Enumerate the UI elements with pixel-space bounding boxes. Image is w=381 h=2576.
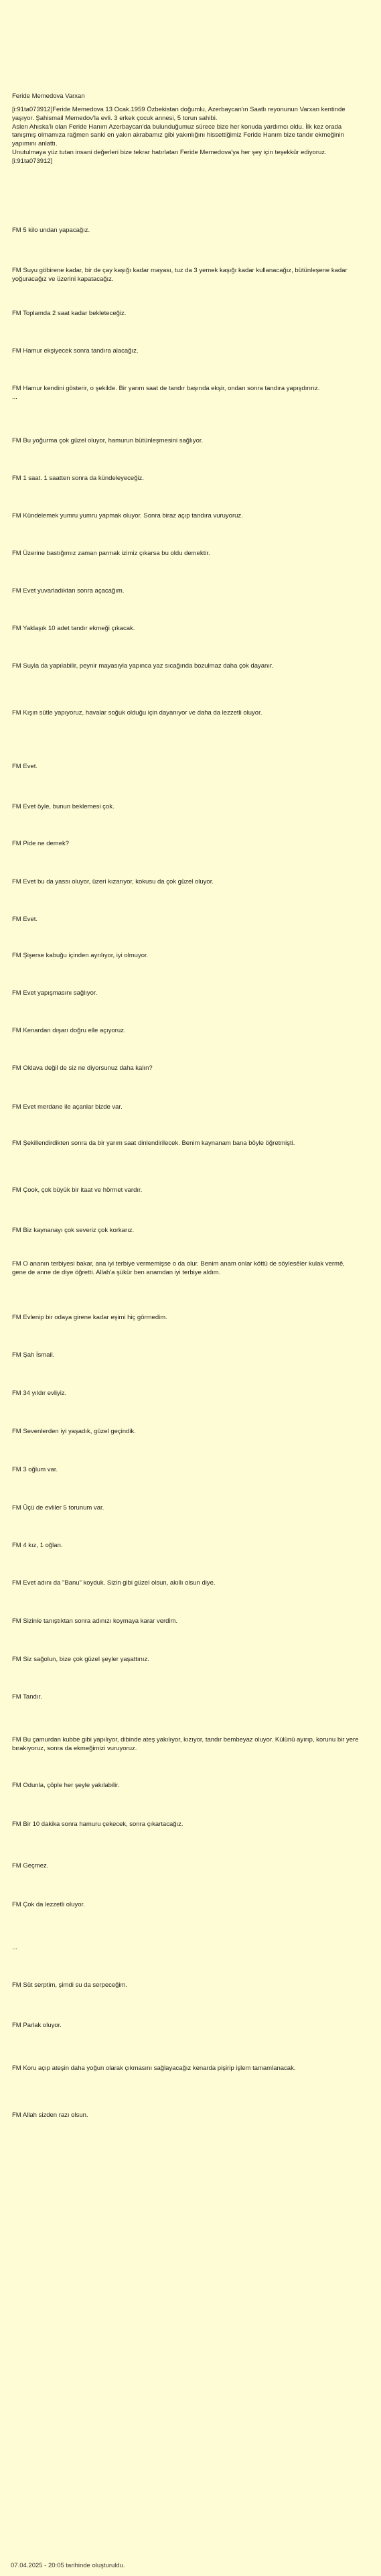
transcript-paragraph: FM 4 kız, 1 oğlan.	[12, 1542, 63, 1549]
transcript-paragraph: FM Bir 10 dakika sonra hamuru çekecek, sonra çıkartacağız.	[12, 1821, 183, 1828]
transcript-paragraph: FM Toplamda 2 saat kadar bekleteceğiz.	[12, 310, 127, 317]
transcript-paragraph: FM Pide ne demek?	[12, 840, 70, 847]
transcript-paragraph: FM Kündelemek yumru yumru yapmak oluyor. Sonra biraz açıp tandıra vuruyoruz.	[12, 512, 243, 519]
transcript-paragraph: FM Bu yoğurma çok güzel oluyor, hamurun bütünleşmesini sağlıyor.	[12, 437, 204, 444]
transcript-paragraph: FM 34 yıldır evliyiz.	[12, 1390, 67, 1397]
document-title: Feride Memedova Varxan	[12, 93, 85, 100]
transcript-paragraph: FM Çok da lezzetli oluyor.	[12, 1901, 85, 1908]
transcript-paragraph: FM Süt serptim, şimdi su da serpeceğim.	[12, 1981, 128, 1989]
transcript-paragraph: FM Kenardan dışarı doğru elle açıyoruz.	[12, 1027, 126, 1034]
transcript-paragraph: FM Bu çamurdan kubbe gibi yapılıyor, dibinde ateş yakılıyor, kızıyor, tandır bembeyaz oluyor. Külünü ayırıp, korunu bir yere bırakıyoruz, sonra da ekmeğimizi vuruyoruz.	[12, 1736, 359, 1752]
transcript-paragraph: FM Tandır.	[12, 1693, 42, 1701]
transcript-paragraph: FM O ananın terbiyesi bakar, ana iyi terbiye vermemişse o da olur. Benim anam onlar köttü de söylesêler kulak vermê, gene de anne de diye öğretti. Allah'a şükür ben anamdan iyi terbiye aldım.	[12, 1260, 345, 1276]
footer-timestamp: 07.04.2025 - 20:05 tarihinde oluşturuldu.	[11, 2562, 125, 2569]
transcript-paragraph: FM 5 kilo undan yapacağız.	[12, 227, 90, 234]
transcript-paragraph: ...	[12, 1944, 17, 1951]
transcript-paragraph: FM Şekillendirdikten sonra da bir yarım saat dinlendirilecek. Benim kaynanam bana böyle öğretmişti.	[12, 1140, 295, 1147]
transcript-paragraph: FM Siz sağolun, bize çok güzel şeyler yaşattınız.	[12, 1656, 149, 1663]
transcript-paragraph: FM Evlenip bir odaya girene kadar eşimi hiç görmedim.	[12, 1314, 167, 1321]
transcript-paragraph: FM Odunla, çöple her şeyle yakılabilir.	[12, 1782, 120, 1789]
transcript-paragraph: FM Parlak oluyor.	[12, 2022, 62, 2029]
transcript-paragraph: FM Oklava değil de siz ne diyorsunuz daha kalın?	[12, 1064, 153, 1072]
transcript-paragraph: FM Hamur kendini gösterir, o şekilde. Bir yarım saat de tandır başında ekşir, ondan sonra tandıra yapışdırırız. ...	[12, 385, 320, 401]
transcript-paragraph: FM Evet yapışmasını sağlıyor.	[12, 989, 98, 997]
transcript-paragraph: FM Suyu göbirene kadar, bir de çay kaşığı kadar mayası, tuz da 3 yemek kaşığı kadar kullanacağız, bütünleşene kadar yoğuracağız ve üzerini kapatacağız.	[12, 267, 348, 283]
transcript-paragraph: FM Sizinle tanıştıktan sonra adınızı koymaya karar verdim.	[12, 1617, 178, 1625]
transcript-paragraph: FM Şah İsmail.	[12, 1351, 55, 1359]
transcript-paragraph: FM Evet adını da "Banu" koyduk. Sizin gibi güzel olsun, akıllı olsun diye.	[12, 1579, 216, 1587]
transcript-paragraph: FM Allah sizden razı olsun.	[12, 2111, 88, 2119]
document-page	[12, 0, 360, 2576]
transcript-paragraph: FM Kışın sütle yapıyoruz, havalar soğuk olduğu için dayanıyor ve daha da lezzetli oluyor.	[12, 709, 262, 717]
transcript-paragraph: FM 1 saat. 1 saatten sonra da kündeleyeceğiz.	[12, 475, 144, 482]
transcript-paragraph: FM Suyla da yapılabilir, peynir mayasıyla yapınca yaz sıcağında bozulmaz daha çok dayanır.	[12, 662, 274, 670]
transcript-paragraph: FM Sevenlerden iyi yaşadık, güzel geçindik.	[12, 1428, 136, 1435]
transcript-paragraph: FM Üzerine bastığımız zaman parmak izimiz çıkarsa bu oldu demektir.	[12, 550, 210, 557]
transcript-paragraph: FM Üçü de evliler 5 torunum var.	[12, 1504, 104, 1512]
transcript-paragraph: FM Biz kaynanayı çok severiz çok korkarız.	[12, 1227, 135, 1234]
intro-section	[12, 106, 360, 173]
transcript-paragraph: FM 3 oğlum var.	[12, 1466, 58, 1473]
transcript-paragraph: FM Evet.	[12, 916, 38, 923]
transcript-paragraph: FM Evet öyle, bunun beklemesi çok.	[12, 803, 115, 810]
transcript-paragraph: FM Hamur ekşiyecek sonra tandıra alacağız.	[12, 347, 139, 355]
transcript-paragraph: FM Evet.	[12, 763, 38, 770]
transcript-paragraph: FM Şişerse kabuğu içinden ayrılıyor, iyi olmuyor.	[12, 952, 149, 959]
transcript-paragraph: FM Çook, çok büyük bir itaat ve hörmet vardır.	[12, 1186, 143, 1194]
transcript-paragraph: FM Evet merdane ile açanlar bizde var.	[12, 1103, 123, 1111]
transcript-paragraph: FM Yaklaşık 10 adet tandır ekmeği çıkacak.	[12, 625, 135, 632]
transcript-paragraph: FM Evet yuvarladıktan sonra açacağım.	[12, 587, 125, 595]
transcript-paragraph: FM Koru açıp ateşin daha yoğun olarak çıkmasını sağlayacağız kenarda pişirip işlem tamamlanacak.	[12, 2065, 296, 2072]
transcript-paragraph: FM Evet bu da yassı oluyor, üzeri kızarıyor, kokusu da çok güzel oluyor.	[12, 878, 214, 885]
transcript-paragraph: FM Geçmez.	[12, 1862, 49, 1869]
intro-paragraph: [i:91ta073912]Feride Memedova 13 Ocak.1959 Özbekistan doğumlu, Azerbaycan'ın Saatlı reyonunun Varxan kentinde yaşıyor. Şahismail Memedov'la evli. 3 erkek çocuk annesi, 5 torun sahibi. Aslen Ahıska'lı olan Feride Hanım Azerbaycan'da bulunduğumuz sürece bize her konuda yardımcı oldu. İlk kez orada tanışmış olmamıza rağmen sanki en yakın akrabamız gibi yakınlığını hissettiğimiz Feride Hanım bize tandır ekmeğinin yapımını anlattı. Unutulmaya yüz tutan insani değerleri bize tekrar hatırlatan Feride Memedova'ya her şey için teşekkür ediyoruz. [i:91ta073912]	[12, 106, 346, 165]
